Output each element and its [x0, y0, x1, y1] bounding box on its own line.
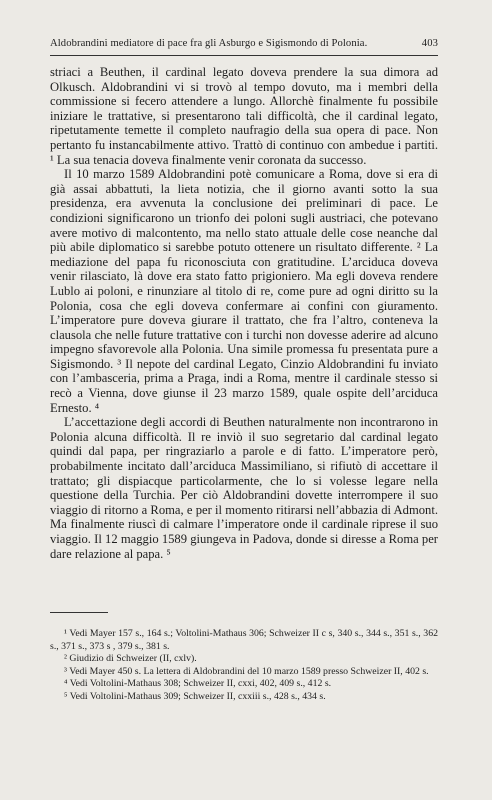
page-number: 403	[421, 38, 438, 49]
body-text	[50, 65, 438, 561]
paragraph-1: striaci a Beuthen, il cardinal legato doveva prendere la sua dimora ad Olkusch. Aldobrandini vi si trovò al tempo dovuto, ma i membri della commissione si fecero attendere a lungo. Allorchè finalmente fu possibile iniziare le trattative, si presentarono tali difficoltà, che il cardinal legato, ripetutamente temette il completo naufragio della sua opera di pace. Non pertanto fu instancabilmente attivo. Trattò di continuo con ambedue i partiti. ¹ La sua tenacia doveva finalmente venir coronata da successo.	[50, 65, 438, 167]
paragraph-3: L’accettazione degli accordi di Beuthen naturalmente non incontrarono in Polonia alcuna difficoltà. Il re inviò il suo segretario dal cardinal legato quindi dal papa, per ringraziarlo a parole e di fatto. L’imperatore però, probabilmente incitato dall’arciduca Massimiliano, si rifiutò di accettare il trattato; gli dispiacque particolarmente, che lo si volesse legare nella questione della Turchia. Per ciò Aldobrandini dovette interrompere il suo viaggio di ritorno a Roma, e per il momento ritirarsi nell’abbazia di Admont. Ma finalmente riuscì di calmare l’imperatore onde il cardinale riprese il suo viaggio. Il 12 maggio 1589 giungeva in Padova, donde si diresse a Roma per dare relazione al papa. ⁵	[50, 415, 438, 561]
footnote-5: ⁵ Vedi Voltolini-Mathaus 309; Schweizer II, cxxiii s., 428 s., 434 s.	[64, 690, 326, 702]
footnotes	[50, 628, 438, 704]
running-head	[50, 38, 438, 49]
header-rule	[50, 55, 438, 56]
running-head-title: Aldobrandini mediatore di pace fra gli Asburgo e Sigismondo di Polonia.	[50, 38, 368, 49]
footnote-1: ¹ Vedi Mayer 157 s., 164 s.; Voltolini-Mathaus 306; Schweizer II c s, 340 s., 344 s., 351 s., 362 s., 371 s., 373 s , 379 s., 381 s.	[50, 628, 438, 652]
paragraph-2: Il 10 marzo 1589 Aldobrandini potè comunicare a Roma, dove si era di già assai abbattuti, la lieta notizia, che il giorno avanti sotto la sua presidenza, era avvenuta la conclusione dei preliminari di pace. Le condizioni significarono un trionfo dei poloni sugli austriaci, che potevano avere motivo di malcontento, ma nello stato attuale delle cose neanche dal più abile diplomatico si sarebbe potuto ottenere un risultato differente. ² La mediazione del papa fu riconosciuta con gratitudine. L’arciduca doveva venir rilasciato, là dove era stato fatto prigioniero. Ma egli doveva rendere Lublo ai poloni, e rinunziare al titolo di re, come pure ad ogni diritto su la Polonia, cosa che egli doveva confermare ai confini con giuramento. L’imperatore pure doveva giurare il trattato, che fra l’altro, conteneva la clausola che nelle future trattative con i turchi non dovesse aderire ad alcuno impegno sfavorevole alla Polonia. Una simile promessa fu presentata pure a Sigismondo. ³ Il nepote del cardinal Legato, Cinzio Aldobrandini fu inviato con l’ambasceria, prima a Praga, indi a Roma, mentre il cardinale stesso si recò a Vienna, dove giunse il 23 marzo 1589, quale ospite dell’arciduca Ernesto. ⁴	[50, 167, 438, 415]
footnote-3: ³ Vedi Mayer 450 s. La lettera di Aldobrandini del 10 marzo 1589 presso Schweizer II, 402 s.	[64, 665, 429, 677]
footnote-rule	[50, 612, 108, 613]
footnote-2: ² Giudizio di Schweizer (II, cxlv).	[64, 653, 197, 665]
footnote-4: ⁴ Vedi Voltolini-Mathaus 308; Schweizer II, cxxi, 402, 409 s., 412 s.	[64, 678, 332, 690]
